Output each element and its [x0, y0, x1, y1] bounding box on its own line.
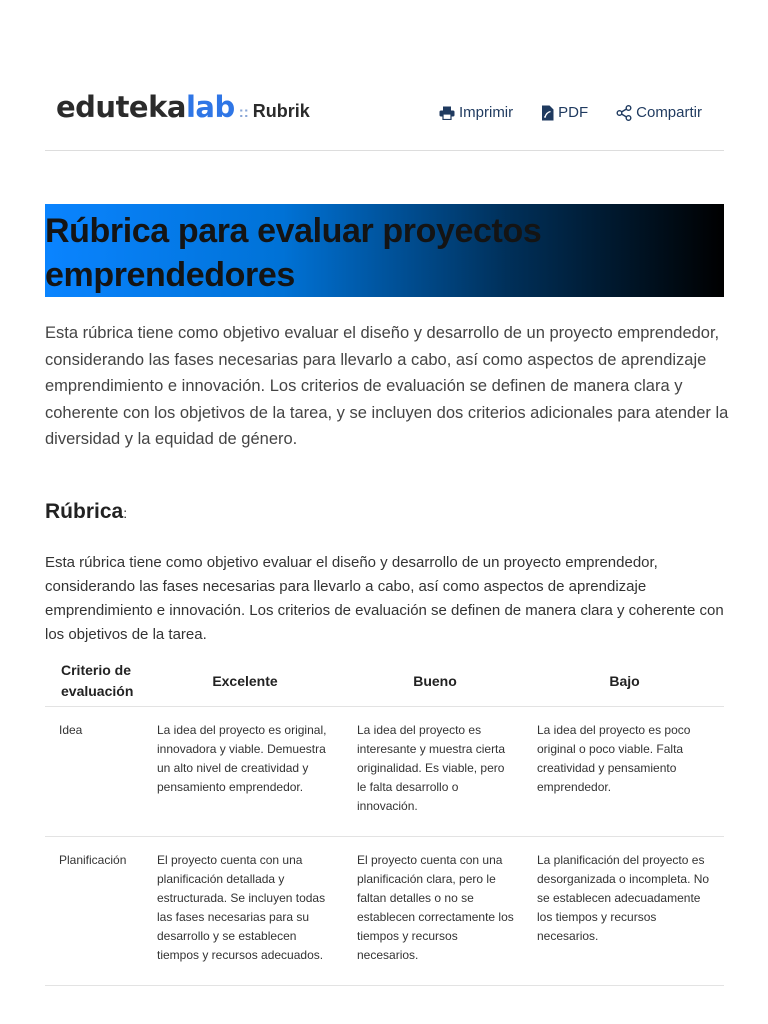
criterion-cell: Planificación: [45, 837, 145, 986]
table-header-row: [45, 656, 724, 707]
share-icon: [616, 105, 632, 121]
criterion-cell: Idea: [45, 707, 145, 837]
print-button[interactable]: [439, 104, 513, 121]
title-banner: [45, 204, 724, 297]
excelente-cell: El proyecto cuenta con una planificación detallada y estructurada. Se incluyen todas las fases necesarias para su desarrollo y se establecen tiempos y recursos adecuados.: [145, 837, 345, 986]
pdf-file-icon: [541, 105, 554, 121]
logo-eduteka-text: eduteka: [56, 90, 186, 124]
pdf-button[interactable]: [541, 104, 588, 121]
column-header-bueno: Bueno: [345, 656, 525, 707]
pdf-label: PDF: [558, 104, 589, 121]
site-header: [45, 86, 724, 151]
intro-paragraph: Esta rúbrica tiene como objetivo evaluar el diseño y desarrollo de un proyecto emprendedor, considerando las fases necesarias para llevarlo a cabo, así como aspectos de aprendizaje emprendimiento e innovación. Los criterios de evaluación se definen de manera clara y coherente con los objetivos de la tarea, y se incluyen dos criterios adicionales para atender la diversidad y la equidad de género.: [45, 324, 729, 448]
table-row: [45, 707, 724, 837]
share-label: Compartir: [636, 104, 702, 121]
logo-rubrik-text: Rubrik: [252, 101, 310, 121]
rubric-description: Esta rúbrica tiene como objetivo evaluar el diseño y desarrollo de un proyecto emprendedor, considerando las fases necesarias para llevarlo a cabo, así como aspectos de aprendizaje emprendimiento e innovación. Los criterios de evaluación se definen de manera clara y coherente con los objetivos de la tarea.: [45, 554, 724, 643]
page-title: Rúbrica para evaluar proyectos emprendedores: [45, 212, 542, 294]
column-header-bajo: Bajo: [525, 656, 724, 707]
logo-lab-text: lab: [185, 90, 235, 124]
printer-icon: [439, 106, 455, 120]
bueno-cell: La idea del proyecto es interesante y muestra cierta originalidad. Es viable, pero le falta desarrollo o innovación.: [345, 707, 525, 837]
excelente-cell: La idea del proyecto es original, innovadora y viable. Demuestra un alto nivel de creatividad y pensamiento emprendedor.: [145, 707, 345, 837]
column-header-excelente: Excelente: [145, 656, 345, 707]
bajo-cell: La planificación del proyecto es desorganizada o incompleta. No se establecen adecuadamente los tiempos y recursos necesarios.: [525, 837, 724, 986]
bajo-cell: La idea del proyecto es poco original o poco viable. Falta creatividad y pensamiento emprendedor.: [525, 707, 724, 837]
table-row: [45, 837, 724, 986]
print-label: Imprimir: [458, 104, 514, 121]
logo-separator: ::: [238, 104, 249, 121]
rubric-table: [45, 656, 724, 986]
header-actions: [439, 104, 702, 121]
share-button[interactable]: [616, 104, 702, 121]
rubric-heading-text: Rúbrica: [45, 500, 124, 523]
column-header-criterion: Criterio de evaluación: [45, 656, 145, 707]
eduteka-lab-rubrik-logo[interactable]: [56, 90, 310, 124]
rubric-heading: [45, 500, 127, 524]
bueno-cell: El proyecto cuenta con una planificación clara, pero le faltan detalles o no se establecen correctamente los tiempos y recursos necesarios.: [345, 837, 525, 986]
rubric-heading-colon: :: [123, 505, 128, 521]
